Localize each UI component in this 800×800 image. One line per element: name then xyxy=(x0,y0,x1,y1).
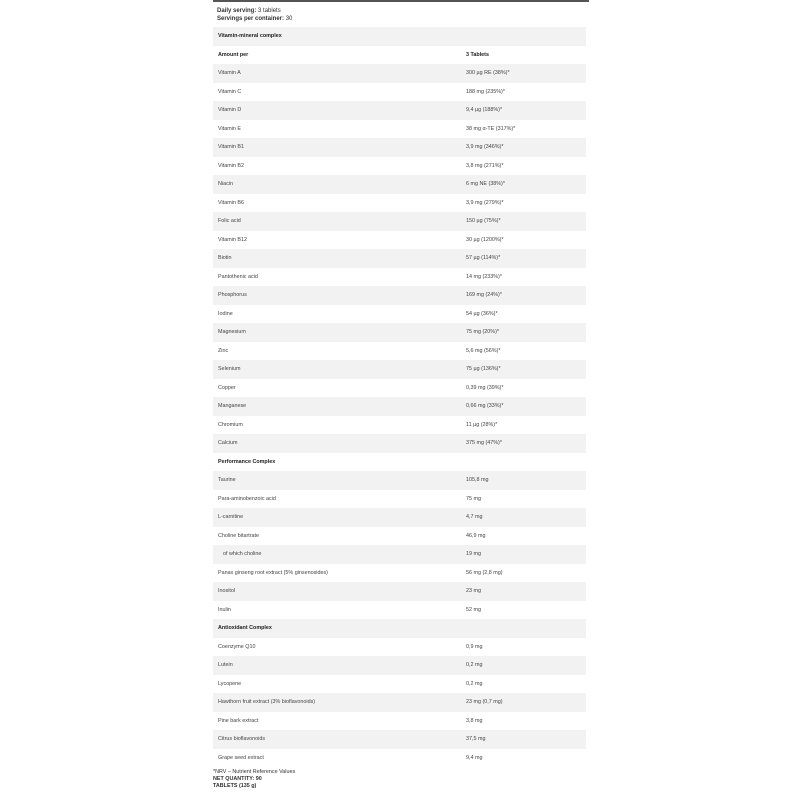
nutrient-amount: 105,8 mg xyxy=(466,477,489,484)
table-row xyxy=(213,601,586,620)
nutrient-name: Para-aminobenzoic acid xyxy=(218,495,276,502)
nutrient-amount: 3 Tablets xyxy=(466,51,489,58)
nutrient-amount: 37,5 mg xyxy=(466,736,486,743)
nutrition-table xyxy=(213,27,586,767)
nutrient-name: Inositol xyxy=(218,588,236,595)
nutrient-name: Vitamin A xyxy=(218,70,241,77)
table-row xyxy=(213,379,586,398)
nutrient-amount: 5,6 mg (56%)* xyxy=(466,347,501,354)
top-divider xyxy=(213,0,589,2)
nrv-note: *NRV – Nutrient Reference Values xyxy=(213,769,296,775)
nutrient-name: Taurine xyxy=(218,477,236,484)
table-row xyxy=(213,656,586,675)
section-header-row xyxy=(213,27,586,46)
nutrient-name: Panax ginseng root extract (5% ginsenosides) xyxy=(218,569,328,576)
table-row xyxy=(213,416,586,435)
table-row xyxy=(213,83,586,102)
table-row xyxy=(213,434,586,453)
nutrient-name: Folic acid xyxy=(218,218,241,225)
nutrient-name: Iodine xyxy=(218,310,233,317)
nutrient-amount: 75 mg xyxy=(466,495,481,502)
nutrient-amount: 3,8 mg (271%)* xyxy=(466,162,504,169)
table-row xyxy=(213,138,586,157)
nutrient-name: Vitamin-mineral complex xyxy=(218,33,282,40)
nutrient-amount: 375 mg (47%)* xyxy=(466,440,502,447)
table-row xyxy=(213,101,586,120)
table-row xyxy=(213,231,586,250)
table-row xyxy=(213,286,586,305)
nutrient-name: Vitamin C xyxy=(218,88,242,95)
nutrient-name: Vitamin B2 xyxy=(218,162,244,169)
nutrient-name: Calcium xyxy=(218,440,238,447)
nutrient-name: Selenium xyxy=(218,366,241,373)
table-row xyxy=(213,268,586,287)
nutrient-amount: 9,4 µg (188%)* xyxy=(466,107,503,114)
table-row xyxy=(213,249,586,268)
nutrient-name: Lycopene xyxy=(218,680,242,687)
table-row xyxy=(213,212,586,231)
nutrient-name: Grape seed extract xyxy=(218,754,264,761)
daily-serving-label: Daily serving: xyxy=(217,8,257,14)
table-row xyxy=(213,120,586,139)
table-row xyxy=(213,323,586,342)
nutrient-amount: 11 µg (28%)* xyxy=(466,421,498,428)
table-row xyxy=(213,175,586,194)
nutrient-amount: 46,9 mg xyxy=(466,532,486,539)
net-quantity: NET QUANTITY: 90 xyxy=(213,776,262,782)
nutrient-name: Pine bark extract xyxy=(218,717,259,724)
nutrient-amount: 188 mg (235%)* xyxy=(466,88,505,95)
table-row xyxy=(213,730,586,749)
nutrient-name: Antioxidant Complex xyxy=(218,625,272,632)
table-row xyxy=(213,712,586,731)
servings-per-container xyxy=(217,15,292,23)
nutrient-amount: 30 µg (1200%)* xyxy=(466,236,504,243)
nutrient-amount: 0,9 mg xyxy=(466,643,483,650)
nutrient-name: Zinc xyxy=(218,347,229,354)
table-row xyxy=(213,471,586,490)
nutrient-name: Phosphorus xyxy=(218,292,247,299)
footer xyxy=(213,769,295,790)
nutrient-amount: 23 mg xyxy=(466,588,481,595)
table-row xyxy=(213,360,586,379)
table-row xyxy=(213,64,586,83)
table-row xyxy=(213,675,586,694)
section-header-row xyxy=(213,453,586,472)
nutrient-name: Biotin xyxy=(218,255,232,262)
nutrient-name: Hawthorn fruit extract (3% bioflavonoids) xyxy=(218,699,316,706)
table-row xyxy=(213,305,586,324)
nutrient-amount: 19 mg xyxy=(466,551,481,558)
nutrient-name: Vitamin B6 xyxy=(218,199,244,206)
nutrient-amount: 9,4 mg xyxy=(466,754,483,761)
nutrient-amount: 3,8 mg xyxy=(466,717,483,724)
nutrient-name: Vitamin D xyxy=(218,107,242,114)
nutrient-name: Inulin xyxy=(218,606,231,613)
nutrient-amount: 0,2 mg xyxy=(466,662,483,669)
table-row xyxy=(213,527,586,546)
nutrient-amount: 56 mg (2,8 mg) xyxy=(466,569,503,576)
table-row xyxy=(213,693,586,712)
daily-serving-value: 3 tablets xyxy=(258,8,281,14)
nutrient-amount: 52 mg xyxy=(466,606,481,613)
nutrient-name: L-carnitine xyxy=(218,514,244,521)
nutrient-name: Coenzyme Q10 xyxy=(218,643,256,650)
table-row xyxy=(213,490,586,509)
servings-per-container-value: 30 xyxy=(285,16,293,22)
table-row xyxy=(213,194,586,213)
nutrient-name: Pantothenic acid xyxy=(218,273,258,280)
nutrient-amount: 300 µg RE (38%)* xyxy=(466,70,510,77)
nutrient-name: Choline bitartrate xyxy=(218,532,260,539)
table-row xyxy=(213,564,586,583)
nutrient-name: Chromium xyxy=(218,421,243,428)
nutrient-name: Citrus bioflavonoids xyxy=(218,736,266,743)
nutrient-name: Manganese xyxy=(218,403,247,410)
nutrient-name: Performance Complex xyxy=(218,458,276,465)
table-row xyxy=(213,582,586,601)
table-row xyxy=(213,342,586,361)
tablets-weight: TABLETS (135 g) xyxy=(213,783,257,789)
nutrient-name: Niacin xyxy=(218,181,233,188)
nutrient-amount: 0,2 mg xyxy=(466,680,483,687)
nutrient-amount: 150 µg (75%)* xyxy=(466,218,501,225)
nutrient-name: Magnesium xyxy=(218,329,246,336)
column-header-row xyxy=(213,46,586,65)
table-row xyxy=(213,157,586,176)
nutrient-amount: 75 mg (20%)* xyxy=(466,329,499,336)
nutrient-amount: 6 mg NE (38%)* xyxy=(466,181,505,188)
nutrient-name: of which choline xyxy=(223,551,262,558)
servings-per-container-label: Servings per container: xyxy=(217,16,285,22)
nutrient-name: Vitamin B1 xyxy=(218,144,244,151)
nutrient-amount: 38 mg α-TE (317%)* xyxy=(466,125,516,132)
nutrient-name: Vitamin E xyxy=(218,125,241,132)
nutrient-amount: 169 mg (24%)* xyxy=(466,292,502,299)
nutrient-name: Amount per xyxy=(218,51,249,58)
nutrient-amount: 75 µg (136%)* xyxy=(466,366,501,373)
nutrient-amount: 0,66 mg (33%)* xyxy=(466,403,504,410)
section-header-row xyxy=(213,619,586,638)
nutrient-amount: 14 mg (233%)* xyxy=(466,273,502,280)
table-row xyxy=(213,397,586,416)
nutrient-amount: 57 µg (114%)* xyxy=(466,255,501,262)
nutrient-name: Lutein xyxy=(218,662,233,669)
nutrient-amount: 54 µg (36%)* xyxy=(466,310,498,317)
serving-info xyxy=(217,7,292,23)
nutrient-amount: 23 mg (0,7 mg) xyxy=(466,699,503,706)
nutrient-amount: 0,39 mg (39%)* xyxy=(466,384,504,391)
nutrient-amount: 3,9 mg (346%)* xyxy=(466,144,504,151)
nutrient-amount: 4,7 mg xyxy=(466,514,483,521)
table-row xyxy=(213,545,586,564)
nutrient-amount: 3,9 mg (279%)* xyxy=(466,199,504,206)
table-row xyxy=(213,508,586,527)
table-row xyxy=(213,749,586,768)
nutrient-name: Copper xyxy=(218,384,236,391)
table-row xyxy=(213,638,586,657)
nutrient-name: Vitamin B12 xyxy=(218,236,247,243)
daily-serving xyxy=(217,7,292,15)
